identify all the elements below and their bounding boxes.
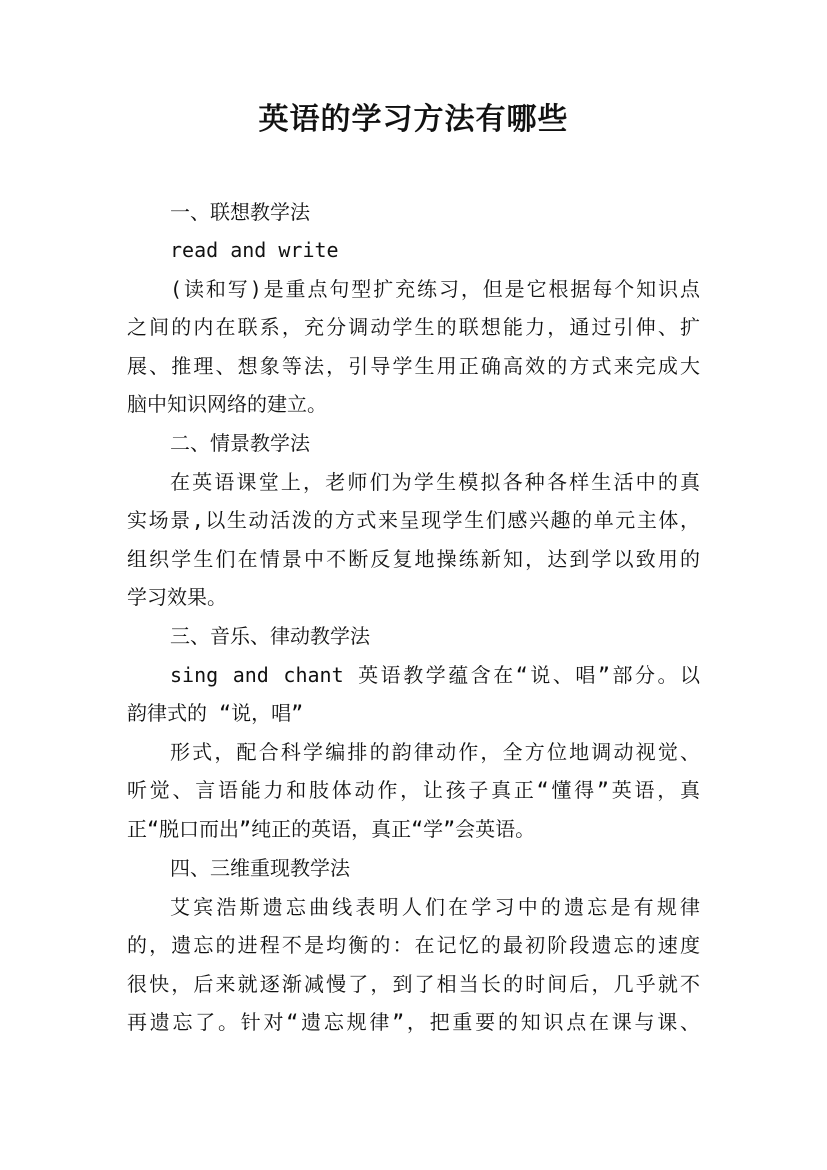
paragraph-line: 形式，配合科学编排的韵律动作，全方位地调动视觉、 — [170, 740, 700, 764]
paragraph-line: 的，遗忘的进程不是均衡的：在记忆的最初阶段遗忘的速度 — [127, 933, 700, 957]
paragraph-line: 学习效果。 — [127, 585, 227, 609]
paragraph-line: 脑中知识网络的建立。 — [127, 392, 327, 416]
section-heading-1: 一、联想教学法 — [170, 200, 310, 224]
document-title: 英语的学习方法有哪些 — [258, 102, 569, 137]
paragraph-line: 韵律式的 “说，唱” — [127, 701, 304, 725]
paragraph-line: 艾宾浩斯遗忘曲线表明人们在学习中的遗忘是有规律 — [170, 895, 700, 919]
paragraph-line: 正“脱口而出”纯正的英语，真正“学”会英语。 — [127, 817, 536, 841]
paragraph-line: 之间的内在联系，充分调动学生的联想能力，通过引伸、扩 — [127, 315, 700, 339]
paragraph-line: 展、推理、想象等法，引导学生用正确高效的方式来完成大 — [127, 354, 700, 378]
section-heading-4: 四、三维重现教学法 — [170, 856, 350, 880]
paragraph-line: 在英语课堂上，老师们为学生模拟各种各样生活中的真 — [170, 470, 700, 494]
paragraph-line: 组织学生们在情景中不断反复地操练新知，达到学以致用的 — [127, 547, 700, 571]
paragraph-line: sing and chant 英语教学蕴含在“说、唱”部分。以 — [170, 663, 700, 687]
paragraph-line: 听觉、言语能力和肢体动作，让孩子真正“懂得”英语，真 — [127, 778, 700, 802]
paragraph-line: (读和写)是重点句型扩充练习，但是它根据每个知识点 — [170, 277, 700, 301]
section-heading-2: 二、情景教学法 — [170, 431, 310, 455]
paragraph-line: 实场景,以生动活泼的方式来呈现学生们感兴趣的单元主体， — [127, 508, 700, 532]
paragraph-line: 很快，后来就逐渐减慢了，到了相当长的时间后，几乎就不 — [127, 972, 700, 996]
paragraph-line: read and write — [170, 238, 339, 262]
section-heading-3: 三、音乐、律动教学法 — [170, 624, 370, 648]
paragraph-line: 再遗忘了。针对“遗忘规律”，把重要的知识点在课与课、 — [127, 1010, 700, 1034]
